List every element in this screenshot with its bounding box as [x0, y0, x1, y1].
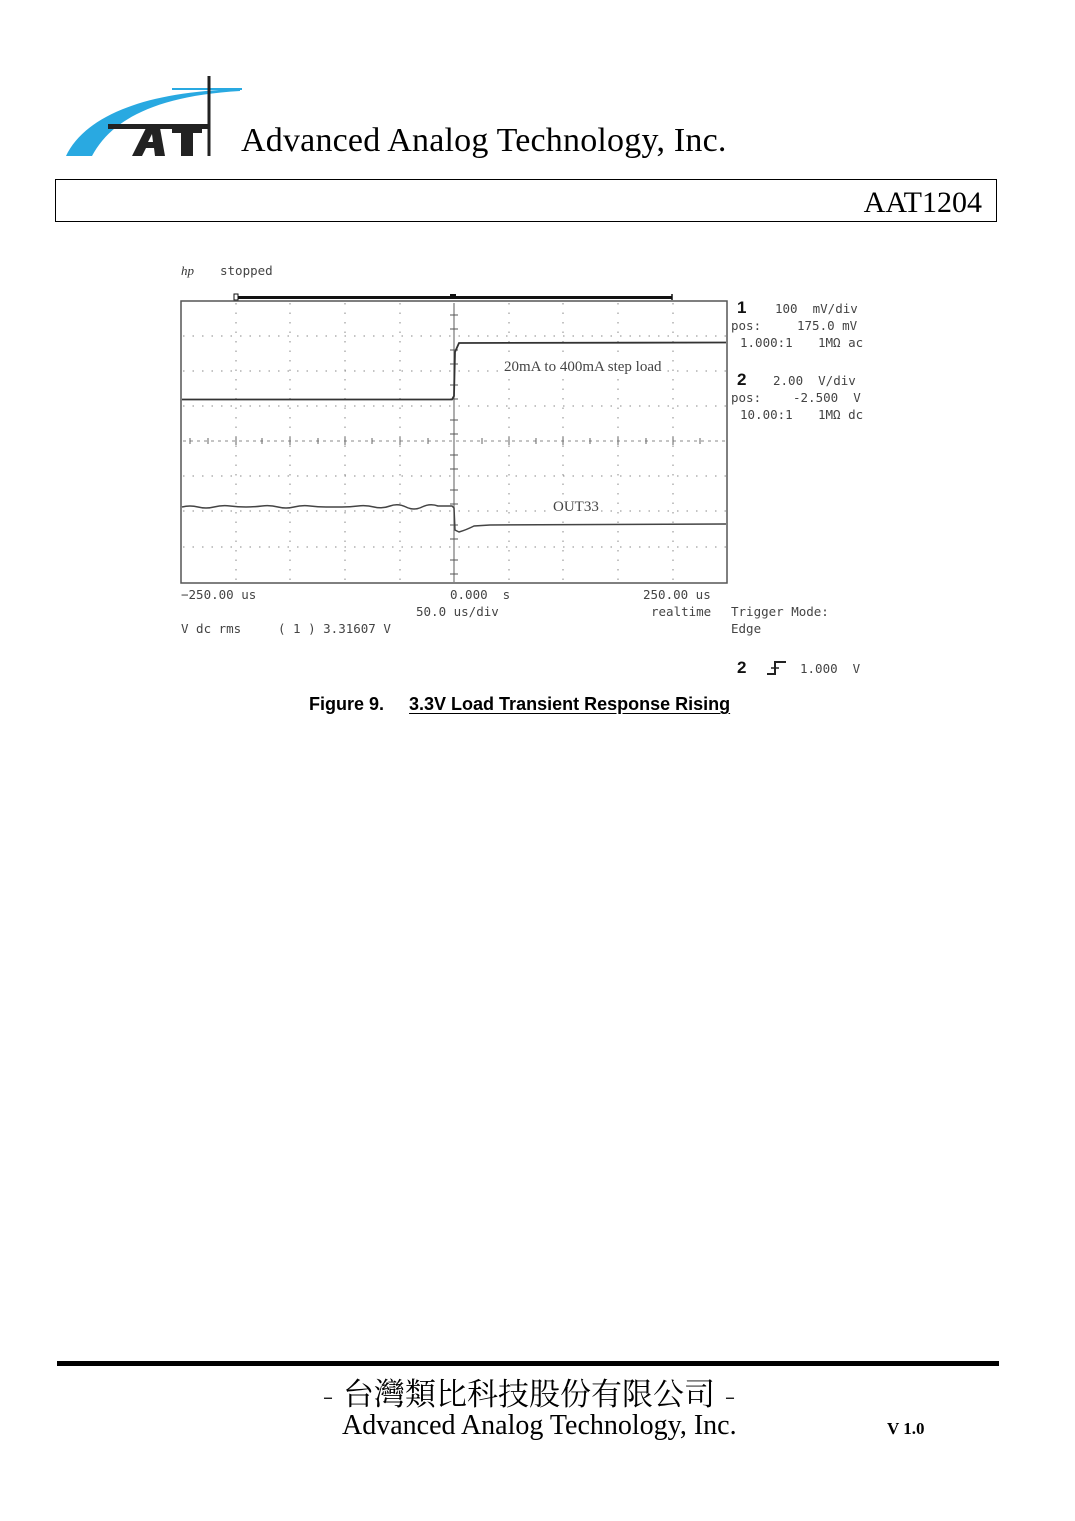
measurement-label: V dc rms — [181, 621, 242, 636]
footer-dash-left: – — [323, 1384, 333, 1409]
channel2-pos-value: -2.500 V — [793, 390, 861, 405]
part-number: AAT1204 — [863, 186, 982, 219]
hp-logo-icon: hp — [181, 263, 194, 278]
rising-edge-icon — [766, 660, 788, 676]
figure-label: Figure 9. — [309, 694, 385, 714]
company-name-header: Advanced Analog Technology, Inc. — [241, 122, 727, 159]
figure-caption — [309, 694, 730, 715]
channel1-pos-label: pos: — [731, 318, 762, 333]
measurement-value: ( 1 ) 3.31607 V — [278, 621, 391, 636]
trigger-mode-label: Trigger Mode: — [731, 604, 829, 619]
channel2-number: 2 — [737, 370, 747, 389]
channel1-coupling: 1MΩ ac — [818, 335, 864, 350]
trigger-level: 1.000 V — [800, 661, 861, 676]
footer-company-english: Advanced Analog Technology, Inc. — [342, 1410, 737, 1441]
oscilloscope-capture — [0, 0, 1075, 700]
channel1-probe: 1.000:1 — [740, 335, 793, 350]
footer-divider — [57, 1361, 999, 1366]
trigger-mode-value: Edge — [731, 621, 762, 636]
scope-plot — [0, 0, 1075, 700]
acquisition-mode: realtime — [651, 604, 712, 619]
annotation-step-load: 20mA to 400mA step load — [504, 359, 662, 375]
channel2-probe: 10.00:1 — [740, 407, 793, 422]
figure-title: 3.3V Load Transient Response Rising — [409, 694, 731, 714]
time-right: 250.00 us — [643, 587, 711, 602]
scope-status: stopped — [220, 263, 273, 278]
annotation-out33: OUT33 — [553, 499, 599, 515]
document-version: V 1.0 — [887, 1419, 925, 1438]
channel2-scale: 2.00 V/div — [773, 373, 856, 388]
footer-company-cn: 台灣類比科技股份有限公司 — [343, 1377, 715, 1413]
time-left: −250.00 us — [181, 587, 257, 602]
time-center: 0.000 s — [450, 587, 511, 602]
channel1-pos-value: 175.0 mV — [797, 318, 858, 333]
channel1-number: 1 — [737, 298, 747, 317]
footer-company-chinese — [313, 1369, 745, 1414]
footer-dash-right: – — [725, 1384, 735, 1409]
channel1-scale: 100 mV/div — [775, 301, 858, 316]
channel2-coupling: 1MΩ dc — [818, 407, 864, 422]
timebase: 50.0 us/div — [416, 604, 499, 619]
channel2-pos-label: pos: — [731, 390, 762, 405]
trigger-channel: 2 — [737, 658, 747, 677]
